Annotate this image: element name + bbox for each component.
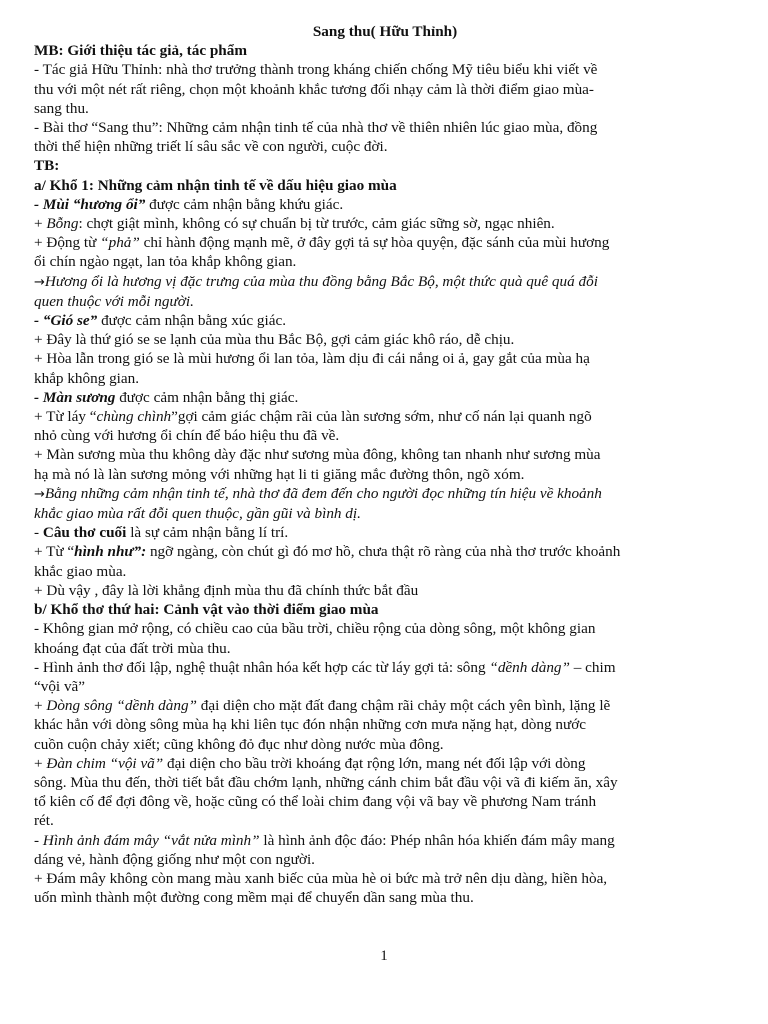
- b6-line-1: + Đám mây không còn mang màu xanh biếc của mùa hè oi bức mà trở nên dịu dàng, hiền hòa,: [34, 869, 608, 887]
- a3-bullet-1-line-2: nhỏ cùng với hương ổi chín để báo hiệu thu đã về.: [34, 427, 340, 445]
- mb-paragraph-1-line-3: sang thu.: [34, 99, 89, 117]
- a1-bullet-1-emphasis: Bỗng: [46, 215, 79, 233]
- a3-lead: - Màn sương: [34, 388, 116, 406]
- page-number: 1: [380, 948, 388, 964]
- b3-line-3: cuồn cuộn chảy xiết; cũng không đỏ đục như dòng nước mùa đông.: [34, 735, 444, 753]
- b4-emphasis: Đàn chim “vội vã”: [46, 754, 164, 772]
- bullet-prefix: + Từ “: [34, 543, 75, 561]
- b3-text: đại diện cho mặt đất đang chậm rãi chảy một cách yên bình, lặng lẽ: [197, 697, 611, 715]
- document-title: Sang thu( Hữu Thỉnh): [312, 23, 458, 40]
- a1-rest: được cảm nhận bằng khứu giác.: [145, 195, 344, 213]
- bullet-prefix: + Từ láy “: [34, 408, 97, 426]
- a2-rest: được cảm nhận bằng xúc giác.: [97, 312, 287, 330]
- bullet-prefix: + Động từ: [34, 234, 101, 252]
- b1-line-2: khoáng đạt của đất trời mùa thu.: [34, 639, 231, 657]
- a4-bullet-1: [34, 542, 736, 561]
- a3-bullet-1-emphasis: chùng chình: [96, 408, 172, 426]
- a3-rest: được cảm nhận bằng thị giác.: [115, 388, 299, 406]
- b5-line-1: [34, 831, 736, 850]
- mb-paragraph-1-line-1: - Tác giả Hữu Thỉnh: nhà thơ trưởng thành trong kháng chiến chống Mỹ tiêu biểu khi viết về: [34, 61, 598, 79]
- a1-bullet-1-text: : chợt giật mình, không có sự chuẩn bị từ trước, cảm giác sững sờ, ngạc nhiên.: [78, 215, 555, 233]
- tb-heading: TB:: [34, 157, 60, 175]
- document-page: [34, 22, 736, 907]
- right-arrow-icon: →: [34, 274, 45, 290]
- a2-bullet-1: + Đây là thứ gió se se lạnh của mùa thu Bắc Bộ, gợi cảm giác khô ráo, dễ chịu.: [34, 331, 515, 349]
- a4-bullet-2: + Dù vậy , đây là lời khẳng định mùa thu đã chính thức bắt đầu: [34, 581, 419, 599]
- a3-conclusion-text: Bằng những cảm nhận tinh tế, nhà thơ đã đem đến cho người đọc những tín hiệu về khoảnh: [44, 484, 602, 502]
- mb-heading: MB: Giới thiệu tác giả, tác phẩm: [34, 42, 248, 60]
- a3-bullet-1: [34, 407, 736, 426]
- a3-line: [34, 388, 736, 407]
- a1-bullet-2-line-2: ổi chín ngào ngạt, lan tỏa khắp không gian.: [34, 253, 297, 271]
- a3-conclusion-line-1: [34, 484, 736, 504]
- a1-lead: - Mùi “hương ổi”: [34, 195, 146, 213]
- b6-line-2: uốn mình thành một đường cong mềm mại để chuyển dần sang mùa thu.: [34, 889, 474, 907]
- bullet-prefix: +: [34, 697, 47, 715]
- a1-bullet-2-emphasis: “phả”: [100, 234, 140, 252]
- a1-line: [34, 195, 736, 214]
- a2-bullet-2-line-2: khắp không gian.: [34, 369, 140, 387]
- section-b-heading: b/ Khổ thơ thứ hai: Cảnh vật vào thời điểm giao mùa: [34, 601, 379, 619]
- b3-emphasis: Dòng sông “dềnh dàng”: [46, 697, 197, 715]
- a1-conclusion-line-2: quen thuộc với mỗi người.: [34, 292, 194, 310]
- b2-line-2: “vội vã”: [34, 677, 86, 695]
- b4-line-1: [34, 754, 736, 773]
- b4-line-2: sông. Mùa thu đến, thời tiết bắt đầu chớm lạnh, những cánh chim bắt đầu vội vã đi kiếm ăn, xây: [34, 773, 618, 791]
- b4-line-4: rét.: [34, 812, 54, 830]
- a3-bullet-1-text: ”gợi cảm giác chậm rãi của làn sương sớm, như cố nán lại quanh ngõ: [171, 408, 592, 426]
- a2-line: [34, 311, 736, 330]
- mb-paragraph-2-line-2: thời thể hiện những triết lí sâu sắc về con người, cuộc đời.: [34, 138, 388, 156]
- a1-conclusion-line-1: [34, 272, 736, 292]
- a2-bullet-2-line-1: + Hòa lẫn trong gió se là mùi hương ổi lan tỏa, làm dịu đi cái nắng oi ả, gay gắt của mùa hạ: [34, 350, 590, 368]
- b2-emphasis: “dềnh dàng”: [489, 658, 570, 676]
- a4-bullet-1-emphasis: hình như”:: [74, 543, 147, 561]
- b3-line-2: khác hẳn với dòng sông mùa hạ khi liên tục đón nhận những cơn mưa nặng hạt, dòng nước: [34, 716, 586, 734]
- b2-line-1: [34, 658, 736, 677]
- mb-paragraph-1-line-2: thu với một nét rất riêng, chọn một khoảnh khắc tương đối nhạy cảm là thời điểm giao mùa-: [34, 80, 594, 98]
- a4-bullet-1-text: ngỡ ngàng, còn chút gì đó mơ hồ, chưa thật rõ ràng của nhà thơ trước khoảnh: [146, 543, 621, 561]
- a4-lead: Câu thơ cuối: [42, 524, 127, 542]
- b1-line-1: - Không gian mở rộng, có chiều cao của bầu trời, chiều rộng của dòng sông, một không gian: [34, 620, 596, 638]
- a1-bullet-2-text: chỉ hành động mạnh mẽ, ở đây gợi tả sự hòa quyện, đặc sánh của mùi hương: [139, 234, 610, 252]
- a4-line: [34, 523, 736, 542]
- b5-line-2: dáng vẻ, hành động giống như một con người.: [34, 850, 315, 868]
- a1-bullet-2: [34, 233, 736, 252]
- a4-rest: là sự cảm nhận bằng lí trí.: [126, 524, 289, 542]
- section-a-heading: a/ Khổ 1: Những cảm nhận tinh tế về dấu hiệu giao mùa: [34, 176, 397, 194]
- bullet-prefix: +: [34, 215, 47, 233]
- b2-text: - Hình ảnh thơ đối lập, nghệ thuật nhân hóa kết hợp các từ láy gợi tả: sông: [34, 658, 490, 676]
- a1-bullet-1: [34, 214, 736, 233]
- a3-conclusion-line-2: khắc giao mùa rất đỗi quen thuộc, gần gũi và bình dị.: [34, 505, 361, 523]
- a4-bullet-1-line-2: khắc giao mùa.: [34, 562, 127, 580]
- bullet-prefix: +: [34, 754, 47, 772]
- bullet-prefix: -: [34, 524, 43, 542]
- right-arrow-icon: →: [34, 486, 45, 502]
- b5-text: là hình ảnh độc đáo: Phép nhân hóa khiến đám mây mang: [259, 831, 615, 849]
- a2-lead: - “Gió se”: [34, 312, 98, 330]
- b4-line-3: tổ kiên cố để đợi đông về, hoặc cũng có thể loài chim đang vội vã bay về phương Nam tránh: [34, 793, 597, 811]
- b2-rest: – chim: [569, 658, 616, 676]
- mb-paragraph-2-line-1: - Bài thơ “Sang thu”: Những cảm nhận tinh tế của nhà thơ về thiên nhiên lúc giao mùa, đồng: [34, 119, 598, 137]
- a3-bullet-2-line-1: + Màn sương mùa thu không dày đặc như sương mùa đông, không tan nhanh như sương mùa: [34, 446, 601, 464]
- b3-line-1: [34, 696, 736, 715]
- a1-conclusion-text: Hương ổi là hương vị đặc trưng của mùa thu đồng bằng Bắc Bộ, một thức quà quê quá đỗi: [44, 272, 598, 290]
- b5-emphasis: - Hình ảnh đám mây “vắt nửa mình”: [34, 831, 260, 849]
- b4-text: đại diện cho bầu trời khoáng đạt rộng lớn, mang nét đối lập với dòng: [163, 754, 586, 772]
- a3-bullet-2-line-2: hạ mà nó là làn sương mỏng với những hạt li ti giăng mắc đường thôn, ngõ xóm.: [34, 465, 525, 483]
